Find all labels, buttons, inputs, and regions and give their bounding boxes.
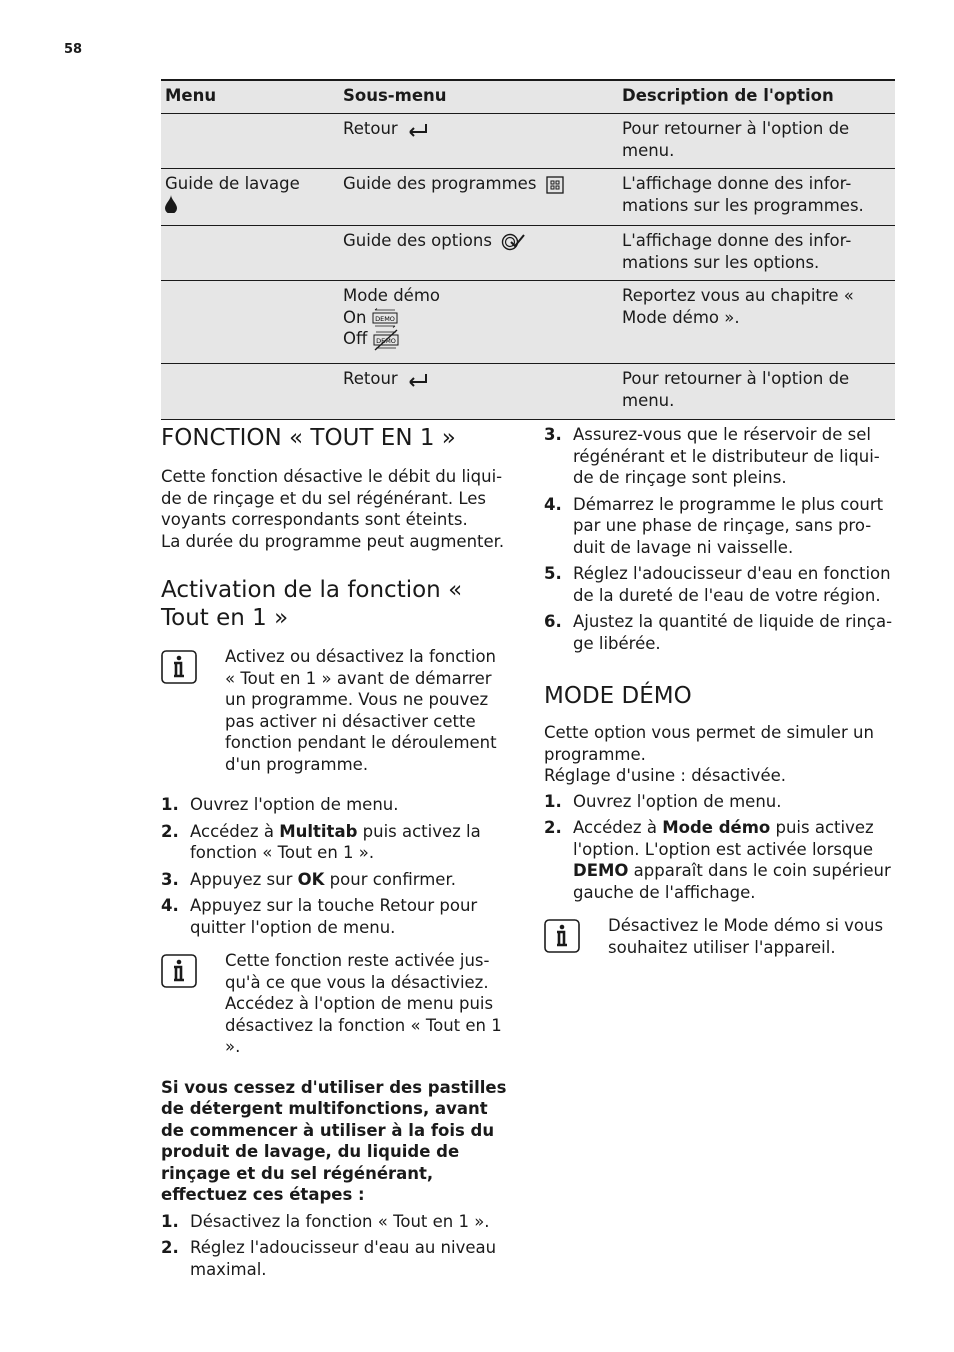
note-text: Activez ou désactivez la fonction « Tout en 1 » avant de démarrer un programme. Vous ne pouvez pas activer ni désactiver cette fonction pendant le déroulement d'un programme. — [225, 647, 497, 774]
page-number: 58 — [64, 42, 83, 57]
header-menu: Menu — [161, 80, 339, 114]
return-icon — [407, 123, 429, 137]
mode-demo-title: MODE DÉMO — [544, 683, 692, 709]
right-column — [544, 420, 894, 958]
mode-demo-steps — [544, 791, 894, 904]
cell-sub — [339, 281, 618, 364]
mode-demo-factory: Réglage d'usine : désactivée. — [544, 766, 786, 785]
cell-sub: Retour — [339, 364, 618, 420]
list-item: 2. Accédez à Mode démo puis activez l'option. L'option est activée lorsque DEMO apparaît dans le coin supérieur gauche de l'affichage. — [544, 818, 891, 902]
cell-sub: Retour — [339, 114, 618, 169]
tout-en-1-intro: Cette fonction désactive le débit du liqui-de de rinçage et du sel régénérant. Les voyants correspondants sont éteints. — [161, 467, 503, 529]
list-item: 3. Appuyez sur OK pour confirmer. — [161, 869, 456, 889]
cell-menu: Guide de lavage — [161, 169, 339, 226]
cell-menu — [161, 114, 339, 169]
svg-text:DEMO: DEMO — [375, 336, 396, 345]
demo-off-label: Off — [343, 329, 368, 348]
list-item: 2. Accédez à Multitab puis activez la fonction « Tout en 1 ». — [161, 821, 481, 862]
note-text: Désactivez le Mode démo si vous souhaitez utiliser l'appareil. — [608, 916, 884, 957]
cell-sub: Guide des programmes — [339, 169, 618, 226]
header-description: Description de l'option — [618, 80, 895, 114]
cell-menu — [161, 281, 339, 364]
list-item: 4. Démarrez le programme le plus court par une phase de rinçage, sans pro-duit de lavage ni vaisselle. — [544, 494, 884, 557]
table-row — [161, 114, 895, 169]
demo-on-icon — [372, 308, 398, 328]
cell-desc: Reportez vous au chapitre « Mode démo ». — [618, 281, 895, 364]
water-drop-icon — [165, 195, 177, 213]
stop-steps-continued — [544, 424, 894, 654]
stop-steps — [161, 1211, 511, 1281]
cell-desc: Pour retourner à l'option de menu. — [618, 364, 895, 420]
demo-on-label: On — [343, 307, 367, 327]
mode-demo-intro: Cette option vous permet de simuler un programme. — [544, 723, 874, 764]
info-icon — [544, 919, 580, 953]
cell-desc: Pour retourner à l'option de menu. — [618, 114, 895, 169]
list-item: 2. Réglez l'adoucisseur d'eau au niveau maximal. — [161, 1238, 497, 1279]
table-row — [161, 281, 895, 364]
activation-steps — [161, 794, 511, 938]
list-item: 5. Réglez l'adoucisseur d'eau en fonction de la dureté de l'eau de votre région. — [544, 564, 891, 605]
cell-desc: L'affichage donne des infor-mations sur les programmes. — [618, 169, 895, 226]
list-item: 6. Ajustez la quantité de liquide de rinça-ge libérée. — [544, 612, 893, 653]
info-icon — [161, 954, 197, 988]
svg-text:DEMO: DEMO — [374, 315, 395, 323]
list-item: 1. Désactivez la fonction « Tout en 1 ». — [161, 1211, 490, 1231]
activation-title: Activation de la fonction « Tout en 1 » — [161, 577, 463, 631]
cell-menu — [161, 226, 339, 281]
note-text: Cette fonction reste activée jus-qu'à ce que vous la désactiviez. Accédez à l'option de menu puis désactivez la fonction « Tout en 1 ». — [225, 951, 502, 1056]
list-item: 4. Appuyez sur la touche Retour pour quitter l'option de menu. — [161, 896, 478, 937]
demo-off-icon — [373, 329, 399, 351]
info-note — [161, 646, 511, 775]
info-icon — [161, 650, 197, 684]
list-item: 1. Ouvrez l'option de menu. — [544, 791, 782, 811]
return-icon — [407, 373, 429, 387]
table-row — [161, 169, 895, 226]
list-item: 1. Ouvrez l'option de menu. — [161, 795, 399, 814]
info-note — [544, 915, 894, 958]
left-column — [161, 420, 511, 1280]
options-guide-icon — [501, 233, 525, 251]
warning-text: Si vous cessez d'utiliser des pastilles de détergent multifonctions, avant de commencer à utiliser à la fois du produit de lavage, du liquide de rinçage et du sel régénérant, effectuez ces étapes : — [161, 1077, 507, 1204]
cell-sub: Guide des options — [339, 226, 618, 281]
tout-en-1-title: FONCTION « TOUT EN 1 » — [161, 425, 456, 451]
table-row — [161, 364, 895, 420]
table-header-row — [161, 80, 895, 114]
list-item: 3. Assurez-vous que le réservoir de sel régénérant et le distributeur de liqui-de de rinçage sont pleins. — [544, 425, 880, 487]
table-row — [161, 226, 895, 281]
cell-desc: L'affichage donne des infor-mations sur les options. — [618, 226, 895, 281]
program-guide-icon — [546, 176, 564, 194]
options-table — [161, 79, 895, 420]
tout-en-1-duration: La durée du programme peut augmenter. — [161, 531, 505, 551]
info-note — [161, 950, 511, 1058]
header-sous-menu: Sous-menu — [339, 80, 618, 114]
demo-mode-label: Mode démo — [343, 286, 440, 305]
cell-menu — [161, 364, 339, 420]
